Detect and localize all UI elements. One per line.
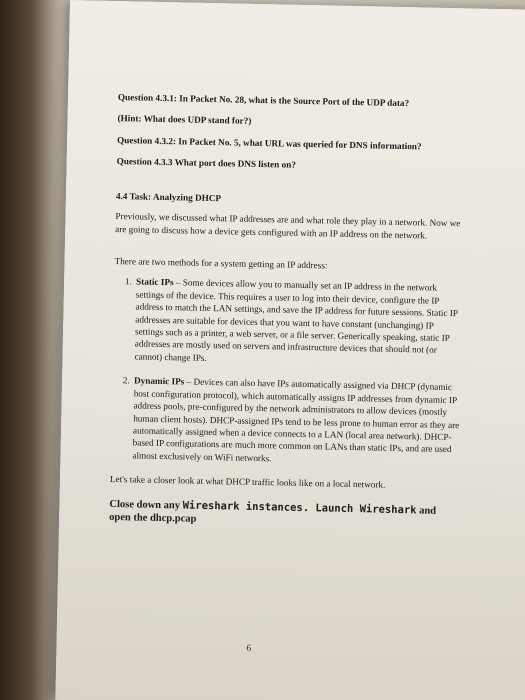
wireshark-instruction	[109, 498, 459, 533]
term-dynamic-ips: Dynamic IPs	[133, 375, 185, 387]
methods-list	[110, 275, 464, 468]
question-4-3-1: Question 4.3.1: In Packet No. 28, what is the Source Port of the UDP data?	[117, 92, 410, 109]
methods-intro: There are two methods for a system getting an IP address:	[114, 255, 328, 271]
instruction-mono: Wireshark instances. Launch Wireshark	[182, 499, 417, 517]
intro-paragraph: Previously, we discussed what IP addresses are and what role they play in a network. Now we are going to discuss how a device gets configured with an IP address on the network.	[115, 211, 461, 241]
question-4-3-2: Question 4.3.2: In Packet No. 5, what URL was queried for DNS information?	[116, 134, 422, 152]
list-item-static-ips	[132, 276, 464, 370]
instruction-part-2: and open the dhcp.pcap	[109, 505, 437, 526]
hint-udp: (Hint: What does UDP stand for?)	[117, 113, 252, 127]
static-ips-text: – Some devices allow you to manually set an IP address in the network settings of the device. This requires a user to log into their device, configure the IP address to match the LAN settings, and save the IP address for future sessions. Static IP addresses are suitable for devices that you want to have constant (unchanging) IP settings such as a printer, a web server, or a file server. Generically speaking, static IP addresses are mostly used on servers and infrastructure devices that should not (or cannot) change IPs.	[134, 277, 458, 363]
term-static-ips: Static IPs	[136, 276, 174, 288]
section-title: 4.4 Task: Analyzing DHCP	[115, 190, 222, 203]
instruction-part-1: Close down any	[109, 498, 183, 512]
list-item-dynamic-ips	[130, 375, 462, 469]
dynamic-ips-text: – Devices can also have IPs automatically assigned via DHCP (dynamic host configuration protocol), which automatically assigns IP addresses from dynamic IP address pools, pre-configured by the network administrators to allow devices (mostly human client hosts). DHCP-assigned IPs tend to be less prone to human error as they are automatically assigned when a device connects to a LAN (local area network). DHCP-based IP configurations are much more common on LANs than static IPs, and are used almost exclusively on WiFi networks.	[132, 376, 460, 464]
document-page	[55, 0, 525, 700]
closing-paragraph: Let's take a closer look at what DHCP traffic looks like on a local network.	[109, 474, 386, 490]
question-4-3-3: Question 4.3.3 What port does DNS listen on?	[116, 156, 296, 171]
page-number: 6	[246, 643, 252, 654]
page-content	[109, 91, 468, 532]
